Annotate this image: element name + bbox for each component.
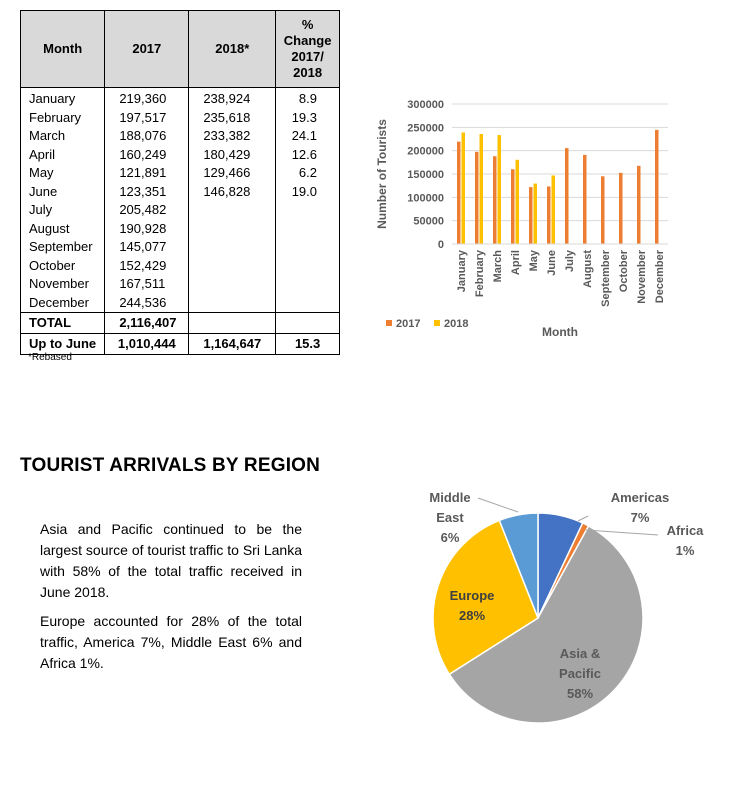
up-to-june-label: Up to June: [21, 334, 105, 355]
cell-2017: 205,482: [105, 201, 189, 220]
cell-2018: [189, 201, 276, 220]
table-row: [21, 146, 340, 165]
rebased-footnote: *Rebased: [28, 352, 72, 363]
y-tick-label: 200000: [407, 145, 444, 158]
table-row: [21, 88, 340, 109]
bar-2017-december: [655, 130, 659, 244]
bar-2017-january: [457, 142, 461, 244]
cell-2017: 123,351: [105, 183, 189, 202]
pie-label: 1%: [675, 543, 695, 558]
bar-2017-june: [547, 186, 551, 244]
cell-2017: 188,076: [105, 127, 189, 146]
cell-2018: [189, 238, 276, 257]
bar-2017-may: [529, 187, 533, 244]
pie-label: 6%: [440, 530, 460, 545]
table-row: [21, 220, 340, 239]
pie-leader-line: [478, 498, 518, 512]
bar-2018-february: [480, 134, 484, 244]
cell-change: 8.9: [276, 88, 340, 109]
table-row: [21, 127, 340, 146]
bar-2018-may: [534, 184, 538, 244]
header-change-line-4: 2018: [293, 65, 323, 80]
bar-2018-june: [552, 175, 556, 244]
cell-2017: 190,928: [105, 220, 189, 239]
table-total-row: [21, 313, 340, 334]
cell-2017: 121,891: [105, 164, 189, 183]
cell-change: [276, 257, 340, 276]
y-tick-label: 250000: [407, 122, 444, 135]
cell-2018: 146,828: [189, 183, 276, 202]
x-tick-label: May: [528, 250, 540, 272]
total-label: TOTAL: [21, 313, 105, 334]
cell-month: December: [21, 294, 105, 313]
cell-change: [276, 201, 340, 220]
legend-label-2017: 2017: [396, 318, 421, 330]
bar-2017-september: [601, 176, 605, 244]
region-pie-chart: [400, 480, 720, 740]
region-paragraph-asia: Asia and Pacific continued to be the largest source of tourist traffic to Sri Lanka with 58% of the total traffic received in June 2018.: [40, 521, 302, 600]
header-month: Month: [21, 11, 105, 88]
region-heading: TOURIST ARRIVALS BY REGION: [20, 455, 321, 476]
table-header-row: [21, 11, 340, 88]
table-row: [21, 201, 340, 220]
cell-month: January: [21, 88, 105, 109]
cell-2018: 129,466: [189, 164, 276, 183]
cell-2017: 160,249: [105, 146, 189, 165]
x-tick-label: February: [474, 250, 486, 298]
pie-label: Americas: [610, 490, 670, 505]
y-tick-label: 300000: [407, 99, 444, 111]
pie-label: 28%: [458, 608, 486, 623]
bar-2017-august: [583, 155, 587, 244]
cell-change: 19.3: [276, 109, 340, 128]
pie-label: Middle: [429, 490, 471, 505]
legend-swatch-2017: [386, 320, 392, 326]
cell-2017: 197,517: [105, 109, 189, 128]
header-change-line-2: Change: [283, 33, 332, 48]
pie-label: 7%: [630, 510, 650, 525]
pie-label: 58%: [566, 686, 594, 701]
table-row: [21, 294, 340, 313]
cell-month: April: [21, 146, 105, 165]
bar-chart-x-label: Month: [542, 325, 578, 339]
monthly-arrivals-bar-chart: [360, 90, 690, 350]
bar-2018-april: [516, 160, 520, 244]
pie-label: Africa: [666, 523, 704, 538]
cell-month: July: [21, 201, 105, 220]
pie-label: East: [436, 510, 464, 525]
cell-month: October: [21, 257, 105, 276]
cell-2017: 219,360: [105, 88, 189, 109]
cell-month: February: [21, 109, 105, 128]
bar-2017-february: [475, 152, 479, 244]
y-tick-label: 150000: [407, 169, 444, 181]
cell-2018: 238,924: [189, 88, 276, 109]
pie-label: Asia &: [559, 646, 601, 661]
cell-change: [276, 220, 340, 239]
cell-month: March: [21, 127, 105, 146]
bar-2018-march: [498, 135, 502, 244]
up-to-june-2017: 1,010,444: [105, 334, 189, 355]
bar-2017-july: [565, 148, 569, 244]
cell-change: 6.2: [276, 164, 340, 183]
table-row: [21, 275, 340, 294]
pie-label: Pacific: [559, 666, 601, 681]
cell-change: [276, 238, 340, 257]
monthly-arrivals-table: [20, 10, 340, 355]
cell-2017: 145,077: [105, 238, 189, 257]
header-2017: 2017: [105, 11, 189, 88]
x-tick-label: June: [546, 250, 558, 276]
cell-change: [276, 294, 340, 313]
header-2018: 2018*: [189, 11, 276, 88]
bar-2018-january: [462, 133, 466, 244]
table-row: [21, 183, 340, 202]
x-tick-label: December: [654, 250, 666, 304]
x-tick-label: July: [564, 250, 576, 273]
legend-label-2018: 2018: [444, 318, 469, 330]
table-row: [21, 238, 340, 257]
pie-label: Europe: [449, 588, 495, 603]
header-change-line-3: 2017/: [291, 49, 324, 64]
cell-2017: 167,511: [105, 275, 189, 294]
up-to-june-change: 15.3: [276, 334, 340, 355]
cell-2018: [189, 257, 276, 276]
x-tick-label: January: [456, 250, 468, 293]
y-tick-label: 100000: [407, 192, 444, 205]
bar-2017-march: [493, 156, 497, 244]
table-row: [21, 109, 340, 128]
cell-month: June: [21, 183, 105, 202]
table-body: [21, 88, 340, 355]
cell-change: 19.0: [276, 183, 340, 202]
cell-2017: 152,429: [105, 257, 189, 276]
cell-month: May: [21, 164, 105, 183]
total-2017: 2,116,407: [105, 313, 189, 334]
cell-month: November: [21, 275, 105, 294]
x-tick-label: August: [582, 250, 594, 288]
region-paragraph-europe: Europe accounted for 28% of the total traffic, America 7%, Middle East 6% and Africa 1%.: [40, 613, 302, 671]
total-change: [276, 313, 340, 334]
cell-change: 24.1: [276, 127, 340, 146]
table-row: [21, 257, 340, 276]
cell-month: August: [21, 220, 105, 239]
bar-chart-y-label: Number of Tourists: [375, 119, 389, 229]
header-change: [276, 11, 340, 88]
up-to-june-2018: 1,164,647: [189, 334, 276, 355]
cell-month: September: [21, 238, 105, 257]
y-tick-label: 0: [437, 239, 444, 251]
pie-leader-line: [578, 516, 588, 521]
y-tick-label: 50000: [413, 215, 444, 228]
cell-2018: 233,382: [189, 127, 276, 146]
bar-2017-november: [637, 166, 641, 244]
cell-2018: 235,618: [189, 109, 276, 128]
cell-2018: [189, 220, 276, 239]
cell-2018: 180,429: [189, 146, 276, 165]
x-tick-label: April: [510, 250, 522, 276]
bar-2017-october: [619, 173, 623, 244]
x-tick-label: September: [600, 250, 612, 307]
cell-2018: [189, 294, 276, 313]
cell-change: [276, 275, 340, 294]
x-tick-label: October: [618, 250, 630, 293]
cell-2018: [189, 275, 276, 294]
table-row: [21, 164, 340, 183]
legend-swatch-2018: [434, 320, 440, 326]
bar-2017-april: [511, 169, 515, 244]
total-2018: [189, 313, 276, 334]
header-change-line-1: %: [301, 17, 314, 32]
x-tick-label: March: [492, 250, 504, 283]
x-tick-label: November: [636, 250, 648, 304]
cell-2017: 244,536: [105, 294, 189, 313]
cell-change: 12.6: [276, 146, 340, 165]
